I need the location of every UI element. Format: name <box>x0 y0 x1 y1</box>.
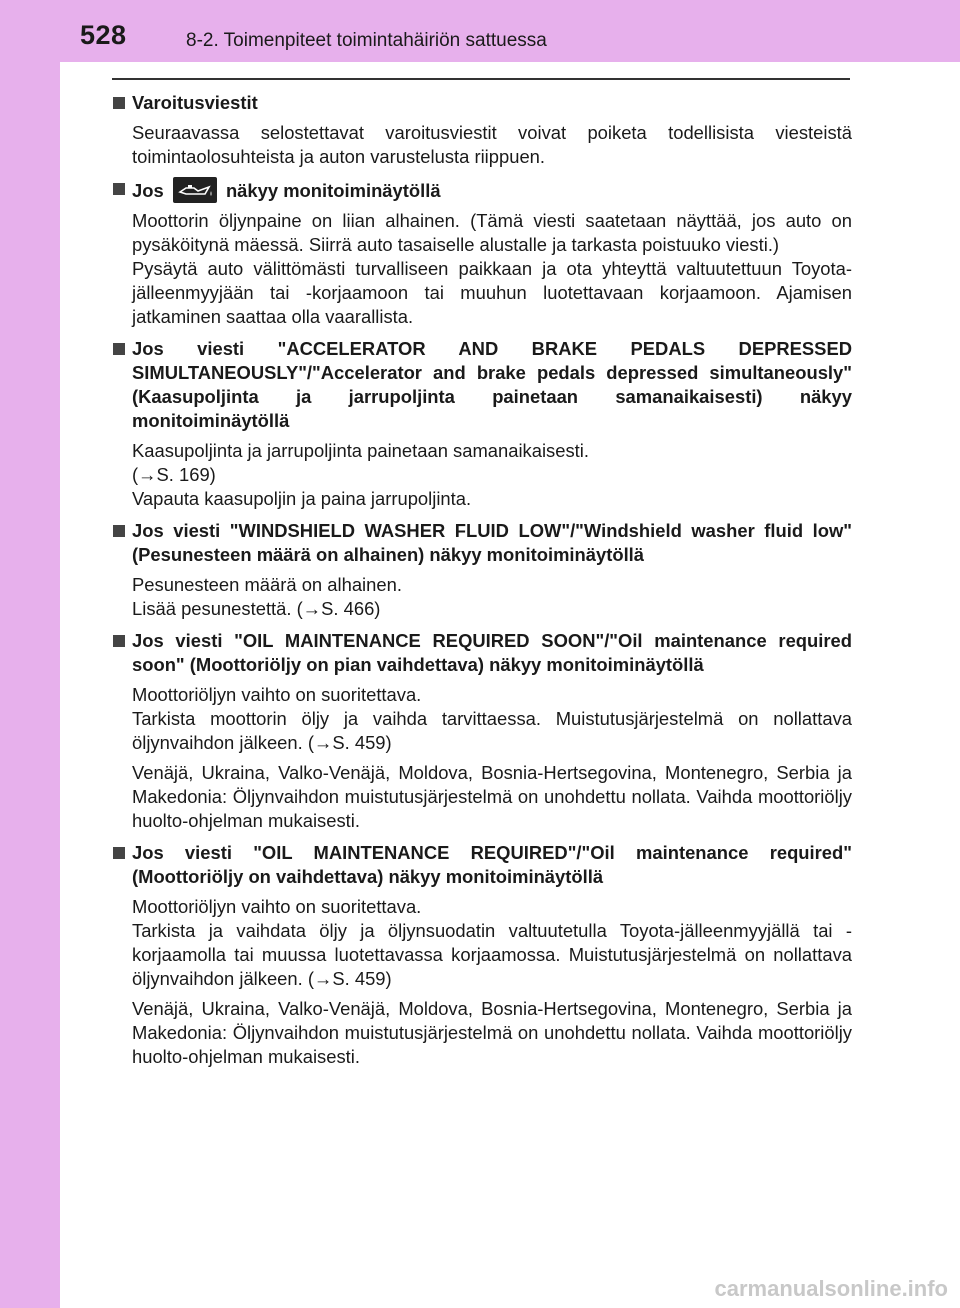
paragraph: Pesunesteen määrä on alhainen. Lisää pesunestettä. (→S. 466) <box>132 574 402 619</box>
section-heading: Varoitusviestit <box>112 91 852 115</box>
section-heading: Jos viesti "OIL MAINTENANCE REQUIRED"/"Oil maintenance required" (Moottoriöljy on vaihdettava) näkyy monitoiminäytöllä <box>112 841 852 889</box>
paragraph: Venäjä, Ukraina, Valko-Venäjä, Moldova, Bosnia-Hertsegovina, Montenegro, Serbia ja Makedonia: Öljynvaihdon muistutusjärjestelmä on unohdettu nollata. Vaihda moottoriöljy huolto-ohjelman mukaisesti. <box>132 762 852 831</box>
page-number: 528 <box>80 20 127 50</box>
section-oil-pressure <box>112 177 852 329</box>
paragraph: Kaasupoljinta ja jarrupoljinta painetaan samanaikaisesti. (→S. 169) Vapauta kaasupoljin ja paina jarrupoljinta. <box>132 440 589 509</box>
section-pedals <box>112 337 852 511</box>
paragraph: Moottorin öljynpaine on liian alhainen. (Tämä viesti saatetaan näyttää, jos auto on pysäköitynä mäessä. Siirrä auto tasaiselle alustalle ja tarkasta poistuuko viesti.) Pysäytä auto välittömästi turvalliseen paikkaan ja ota yhteyttä valtuutettuun Toyota-jälleenmyyjään tai -korjaamoon tai muuhun luotettavaan korjaamoon. Ajamisen jatkaminen saattaa olla vaarallista. <box>132 210 852 327</box>
square-bullet-icon <box>113 635 125 647</box>
header-divider <box>112 78 850 80</box>
square-bullet-icon <box>113 343 125 355</box>
square-bullet-icon <box>113 97 125 109</box>
paragraph: Venäjä, Ukraina, Valko-Venäjä, Moldova, Bosnia-Hertsegovina, Montenegro, Serbia ja Makedonia: Öljynvaihdon muistutusjärjestelmä on unohdettu nollata. Vaihda moottoriöljy huolto-ohjelman mukaisesti. <box>132 998 852 1067</box>
oil-pressure-icon <box>173 177 217 203</box>
section-oil-maintenance-soon <box>112 629 852 833</box>
square-bullet-icon <box>113 183 125 195</box>
section-heading: Jos viesti "OIL MAINTENANCE REQUIRED SOON"/"Oil maintenance required soon" (Moottoriöljy on pian vaihdettava) näkyy monitoiminäytöllä <box>112 629 852 677</box>
paragraph: Moottoriöljyn vaihto on suoritettava. Tarkista moottorin öljy ja vaihda tarvittaessa. Muistutusjärjestelmä on nollattava öljynvaihdon jälkeen. (→S. 459) <box>132 684 852 753</box>
watermark: carmanualsonline.info <box>714 1276 948 1301</box>
chapter-sidebar <box>0 0 60 1308</box>
section-warning-messages <box>112 91 852 169</box>
section-heading: Jos viesti "ACCELERATOR AND BRAKE PEDALS DEPRESSED SIMULTANEOUSLY"/"Accelerator and brake pedals depressed simultaneously" (Kaasupoljinta ja jarrupoljinta painetaan samanaikaisesti) näkyy monitoiminäytöllä <box>112 337 852 433</box>
section-heading: Jos näkyy monitoiminäytöllä <box>112 177 852 203</box>
page-content <box>112 91 852 1077</box>
paragraph: Moottoriöljyn vaihto on suoritettava. Tarkista ja vaihdata öljy ja öljynsuodatin valtuutetulla Toyota-jälleenmyyjällä tai -korjaamolla tai muussa luotettavassa korjaamossa. Muistutusjärjestelmä on nollattava öljynvaihdon jälkeen. (→S. 459) <box>132 896 852 989</box>
chapter-title: 8-2. Toimenpiteet toimintahäiriön sattuessa <box>186 30 547 51</box>
section-heading: Jos viesti "WINDSHIELD WASHER FLUID LOW"/"Windshield washer fluid low" (Pesunesteen määrä on alhainen) näkyy monitoiminäytöllä <box>112 519 852 567</box>
square-bullet-icon <box>113 847 125 859</box>
section-oil-maintenance-required <box>112 841 852 1069</box>
paragraph: Seuraavassa selostettavat varoitusviestit voivat poiketa todellisista viesteistä toimintaolosuhteista ja auton varustelusta riippuen. <box>132 122 852 167</box>
section-washer-fluid <box>112 519 852 621</box>
square-bullet-icon <box>113 525 125 537</box>
